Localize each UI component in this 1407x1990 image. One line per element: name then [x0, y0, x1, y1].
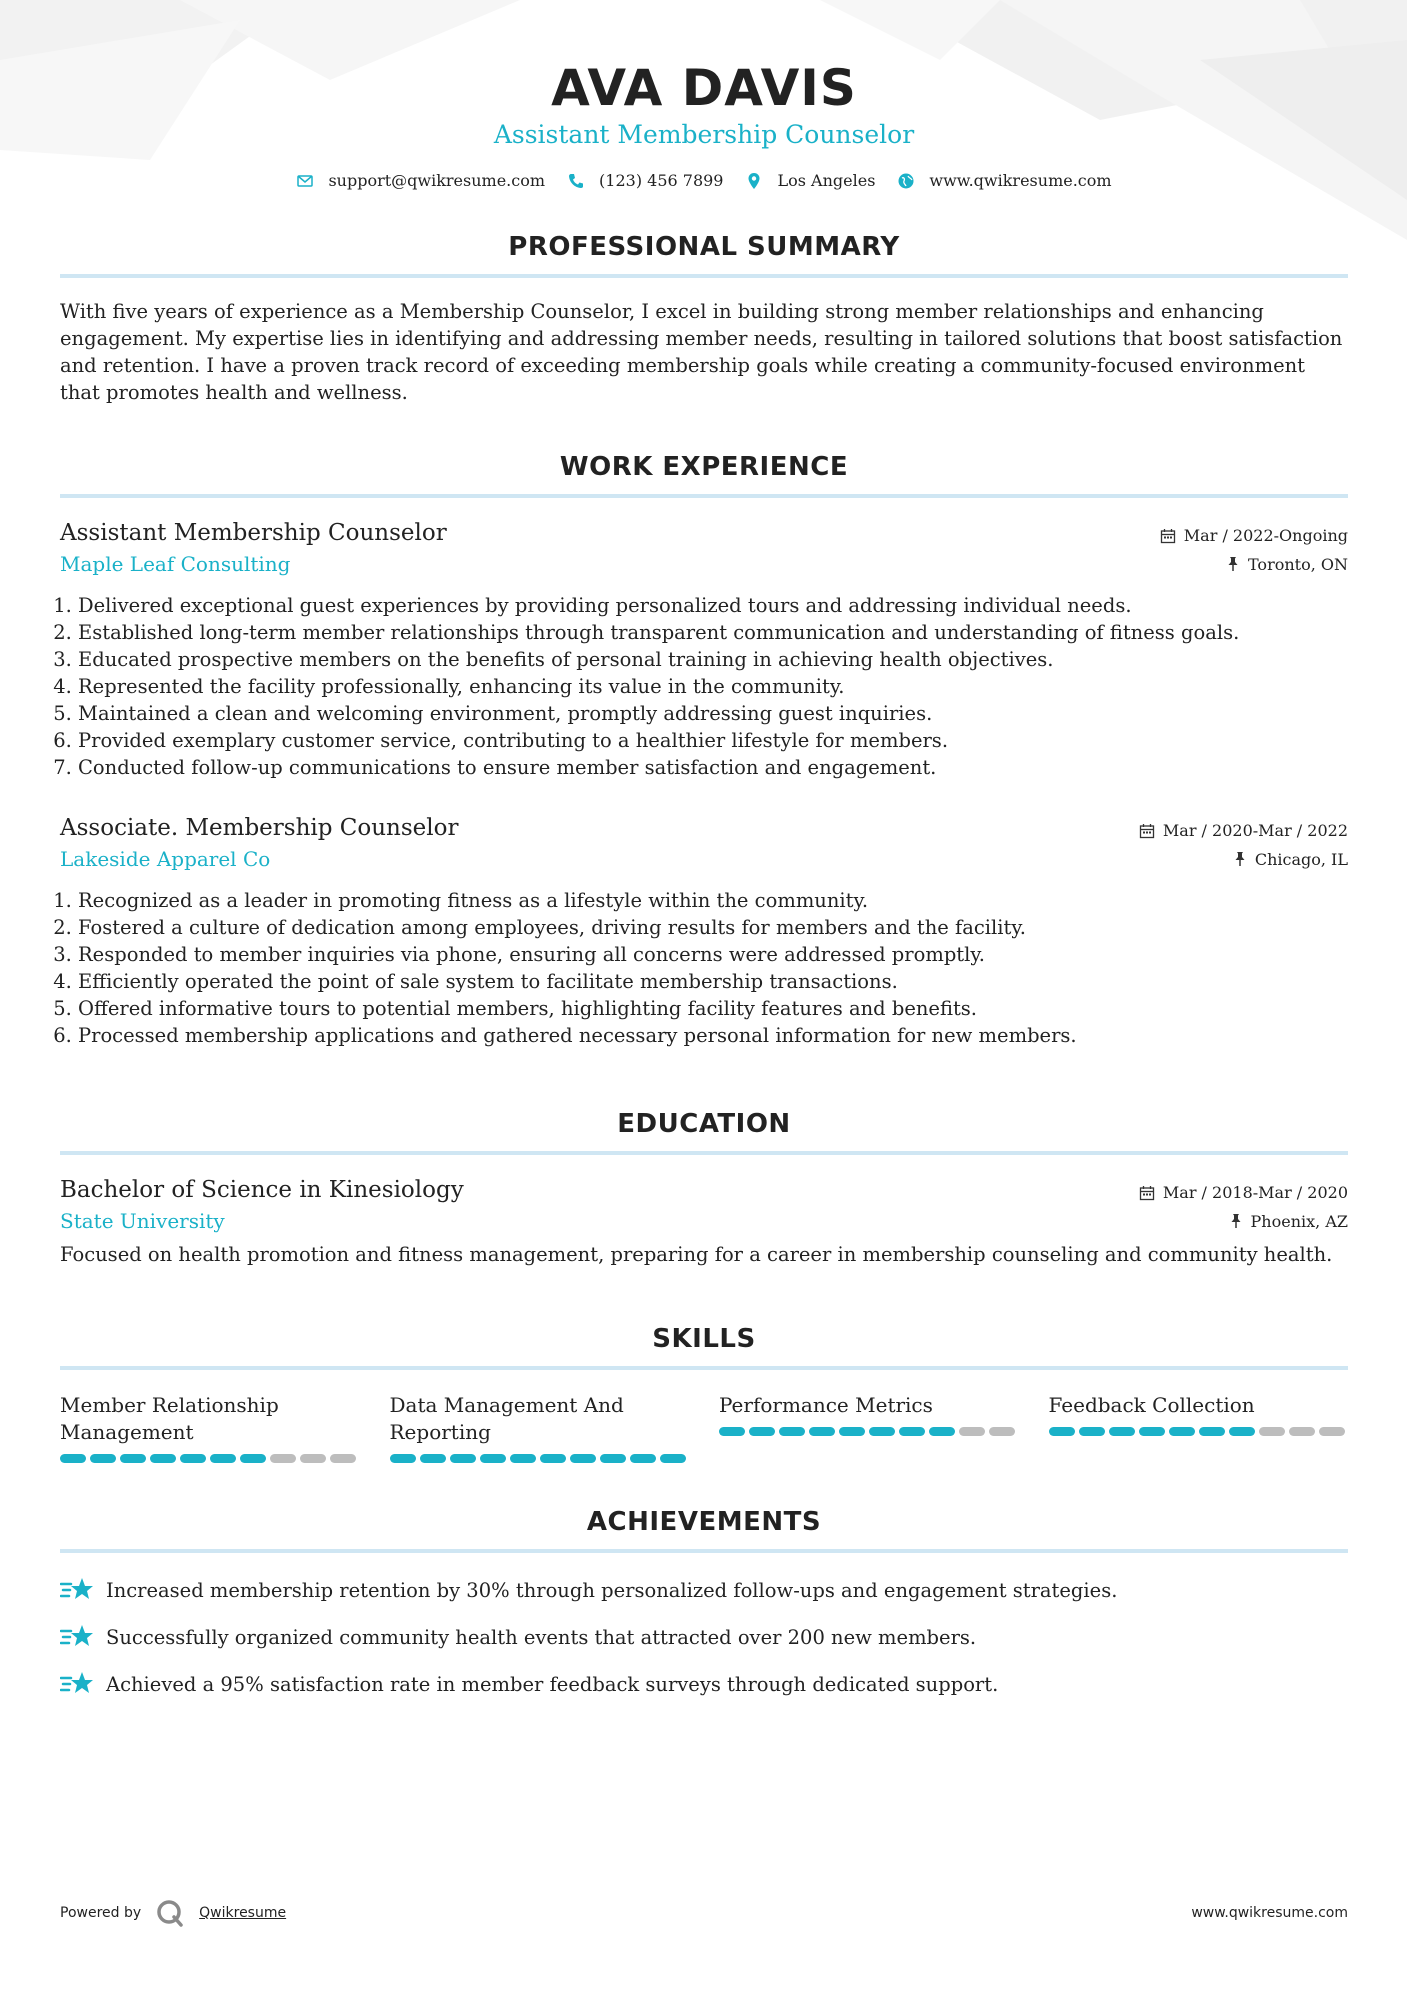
- achievements-section: [60, 1507, 1348, 1699]
- skill-level-segment: [600, 1454, 626, 1463]
- school-name: State University: [60, 1209, 225, 1233]
- skill-level-segment: [450, 1454, 476, 1463]
- skill-level-segment: [540, 1454, 566, 1463]
- list-item: 6. Processed membership applications and gathered necessary personal information for new members.: [78, 1022, 1348, 1049]
- job-duties-list: [60, 887, 1348, 1049]
- skill-level-segment: [570, 1454, 596, 1463]
- list-item: 6. Provided exemplary customer service, contributing to a healthier lifestyle for members.: [78, 727, 1348, 754]
- calendar-icon: [1139, 1185, 1155, 1201]
- powered-by-label: Powered by: [60, 1905, 142, 1921]
- achievement-item: [60, 1575, 1348, 1605]
- calendar-icon: [1139, 823, 1155, 839]
- education-location: [1229, 1212, 1348, 1231]
- skill-level-segment: [719, 1427, 745, 1436]
- section-divider: [60, 494, 1348, 498]
- list-item: 4. Efficiently operated the point of sale system to facilitate membership transactions.: [78, 968, 1348, 995]
- achievement-item: [60, 1622, 1348, 1652]
- skill-level-segment: [1229, 1427, 1255, 1436]
- list-item: 5. Maintained a clean and welcoming environment, promptly addressing guest inquiries.: [78, 700, 1348, 727]
- envelope-icon: [296, 172, 314, 190]
- skill-level-segment: [180, 1454, 206, 1463]
- skill-level-bar: [1049, 1427, 1349, 1436]
- skill-level-segment: [959, 1427, 985, 1436]
- skill-level-segment: [480, 1454, 506, 1463]
- candidate-role: Assistant Membership Counselor: [493, 120, 915, 149]
- contact-phone-text: (123) 456 7899: [599, 171, 724, 190]
- section-title: ACHIEVEMENTS: [586, 1507, 822, 1537]
- skill-level-segment: [1049, 1427, 1075, 1436]
- phone-icon: [567, 172, 585, 190]
- candidate-name: AVA DAVIS: [551, 59, 857, 117]
- pushpin-icon: [1226, 556, 1240, 572]
- skill-item: [60, 1392, 360, 1463]
- skill-level-segment: [839, 1427, 865, 1436]
- job-entry: [60, 520, 1348, 781]
- skill-level-segment: [210, 1454, 236, 1463]
- skill-level-segment: [749, 1427, 775, 1436]
- list-item: 7. Conducted follow-up communications to ensure member satisfaction and engagement.: [78, 754, 1348, 781]
- skill-level-segment: [809, 1427, 835, 1436]
- job-entry: [60, 815, 1348, 1049]
- pushpin-icon: [1229, 1213, 1243, 1229]
- skill-level-segment: [660, 1454, 686, 1463]
- skill-name: Data Management And Reporting: [389, 1393, 624, 1444]
- contact-location: [745, 171, 875, 190]
- list-item: 3. Responded to member inquiries via phone, ensuring all concerns were addressed promptly.: [78, 941, 1348, 968]
- list-item: 5. Offered informative tours to potential members, highlighting facility features and benefits.: [78, 995, 1348, 1022]
- globe-icon: [897, 172, 915, 190]
- skill-level-segment: [270, 1454, 296, 1463]
- section-divider: [60, 1151, 1348, 1155]
- skill-level-bar: [390, 1454, 690, 1463]
- skill-level-segment: [929, 1427, 955, 1436]
- section-divider: [60, 1366, 1348, 1370]
- section-title: EDUCATION: [617, 1109, 791, 1139]
- skill-item: [719, 1392, 1019, 1463]
- skill-level-segment: [120, 1454, 146, 1463]
- footer-website[interactable]: www.qwikresume.com: [1191, 1905, 1348, 1921]
- powered-by: [60, 1898, 286, 1928]
- skill-level-segment: [630, 1454, 656, 1463]
- achievement-item: [60, 1669, 1348, 1699]
- skill-level-segment: [869, 1427, 895, 1436]
- skill-level-segment: [300, 1454, 326, 1463]
- skill-name: Performance Metrics: [719, 1393, 933, 1417]
- section-divider: [60, 274, 1348, 278]
- skill-level-segment: [1139, 1427, 1165, 1436]
- list-item: 3. Educated prospective members on the benefits of personal training in achieving health objectives.: [78, 646, 1348, 673]
- skill-level-segment: [1319, 1427, 1345, 1436]
- education-date-text: Mar / 2018-Mar / 2020: [1162, 1183, 1348, 1202]
- skill-name: Member Relationship Management: [60, 1393, 279, 1444]
- skill-level-segment: [420, 1454, 446, 1463]
- skill-level-segment: [1169, 1427, 1195, 1436]
- skill-item: [390, 1392, 690, 1463]
- calendar-icon: [1160, 528, 1176, 544]
- summary-section: [60, 232, 1348, 406]
- skill-name: Feedback Collection: [1048, 1393, 1255, 1417]
- list-item: 4. Represented the facility professionally, enhancing its value in the community.: [78, 673, 1348, 700]
- skill-item: [1049, 1392, 1349, 1463]
- achievements-list: [60, 1575, 1348, 1699]
- list-item: 2. Fostered a culture of dedication among employees, driving results for members and the facility.: [78, 914, 1348, 941]
- shooting-star-icon: [60, 1575, 94, 1605]
- skill-level-segment: [1289, 1427, 1315, 1436]
- skill-level-segment: [240, 1454, 266, 1463]
- skills-grid: [60, 1392, 1348, 1463]
- skill-level-segment: [60, 1454, 86, 1463]
- contact-website[interactable]: [897, 171, 1111, 190]
- list-item: 2. Established long-term member relationships through transparent communication and understanding of fitness goals.: [78, 619, 1348, 646]
- education-section: [60, 1109, 1348, 1268]
- job-date-text: Mar / 2022-Ongoing: [1183, 526, 1348, 545]
- company-name: Maple Leaf Consulting: [60, 552, 291, 576]
- skill-level-segment: [510, 1454, 536, 1463]
- section-title: SKILLS: [652, 1324, 756, 1354]
- contact-email[interactable]: [296, 171, 545, 190]
- job-date-text: Mar / 2020-Mar / 2022: [1162, 821, 1348, 840]
- job-date: [1160, 526, 1348, 545]
- resume-page: [60, 0, 1348, 1699]
- skill-level-segment: [1259, 1427, 1285, 1436]
- skill-level-segment: [390, 1454, 416, 1463]
- job-location: [1226, 555, 1348, 574]
- contact-phone[interactable]: [567, 171, 723, 190]
- job-location-text: Chicago, IL: [1254, 849, 1348, 869]
- skill-level-bar: [60, 1454, 360, 1463]
- education-location-text: Phoenix, AZ: [1250, 1211, 1348, 1231]
- job-duties-list: [60, 592, 1348, 781]
- job-title: Assistant Membership Counselor: [60, 520, 447, 546]
- section-divider: [60, 1549, 1348, 1553]
- experience-section: [60, 452, 1348, 1049]
- education-date: [1139, 1183, 1348, 1202]
- list-item: 1. Recognized as a leader in promoting fitness as a lifestyle within the community.: [78, 887, 1348, 914]
- skill-level-segment: [1199, 1427, 1225, 1436]
- company-name: Lakeside Apparel Co: [60, 847, 271, 871]
- education-description: Focused on health promotion and fitness management, preparing for a career in membership counseling and community health.: [60, 1243, 1333, 1266]
- shooting-star-icon: [60, 1622, 94, 1652]
- contact-website-text: www.qwikresume.com: [929, 171, 1112, 190]
- section-title: WORK EXPERIENCE: [559, 452, 849, 482]
- skill-level-bar: [719, 1427, 1019, 1436]
- job-title: Associate. Membership Counselor: [60, 815, 459, 841]
- job-date: [1139, 821, 1348, 840]
- map-pin-icon: [745, 172, 763, 190]
- job-location-text: Toronto, ON: [1248, 554, 1348, 574]
- contact-email-text: support@qwikresume.com: [328, 171, 546, 190]
- page-footer: [60, 1898, 1348, 1928]
- summary-text: With five years of experience as a Membership Counselor, I excel in building strong member relationships and enhancing engagement. My expertise lies in identifying and addressing member needs, resulting in tailored solutions that boost satisfaction and retention. I have a proven track record of exceeding membership goals while creating a community-focused environment that promotes health and wellness.: [60, 300, 1343, 404]
- contact-location-text: Los Angeles: [777, 171, 876, 190]
- skill-level-segment: [1109, 1427, 1135, 1436]
- achievement-text: Increased membership retention by 30% through personalized follow-ups and engagement strategies.: [106, 1578, 1118, 1602]
- skill-level-segment: [989, 1427, 1015, 1436]
- pushpin-icon: [1233, 851, 1247, 867]
- job-location: [1233, 850, 1348, 869]
- contact-bar: [60, 171, 1348, 190]
- degree-title: Bachelor of Science in Kinesiology: [60, 1177, 464, 1203]
- skill-level-segment: [899, 1427, 925, 1436]
- skill-level-segment: [1079, 1427, 1105, 1436]
- achievement-text: Achieved a 95% satisfaction rate in member feedback surveys through dedicated support.: [106, 1672, 999, 1696]
- skill-level-segment: [90, 1454, 116, 1463]
- brand-link[interactable]: Qwikresume: [199, 1905, 287, 1921]
- resume-header: [60, 0, 1348, 190]
- skill-level-segment: [150, 1454, 176, 1463]
- skills-section: [60, 1324, 1348, 1463]
- section-title: PROFESSIONAL SUMMARY: [508, 232, 900, 262]
- skill-level-segment: [779, 1427, 805, 1436]
- list-item: 1. Delivered exceptional guest experiences by providing personalized tours and addressing individual needs.: [78, 592, 1348, 619]
- skill-level-segment: [330, 1454, 356, 1463]
- education-entry: [60, 1177, 1348, 1268]
- qwikresume-logo-icon: [155, 1898, 185, 1928]
- achievement-text: Successfully organized community health events that attracted over 200 new members.: [106, 1625, 977, 1649]
- shooting-star-icon: [60, 1669, 94, 1699]
